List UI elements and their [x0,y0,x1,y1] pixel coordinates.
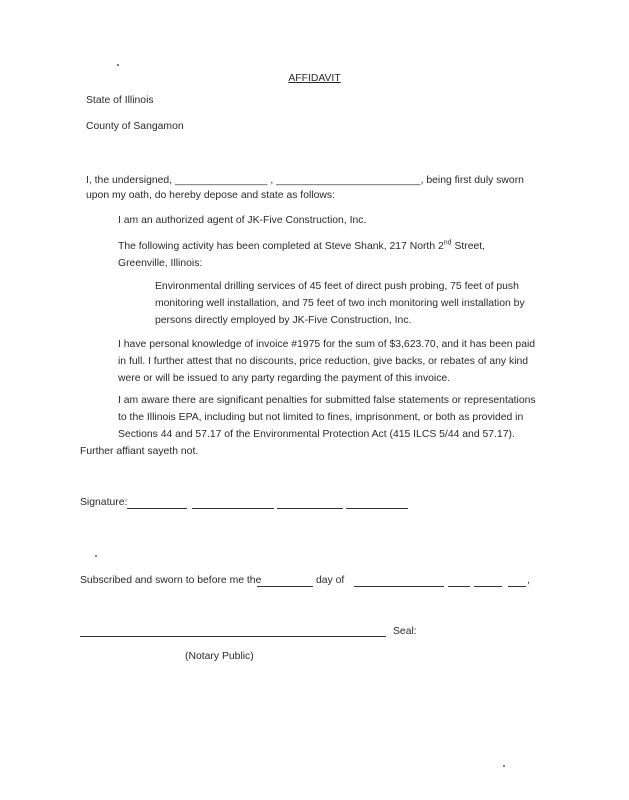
knowledge-statement: I have personal knowledge of invoice #1975 for the sum of $3,623.70, and it has been paid in full. I further attest that no discounts, price reduction, give backs, or rebates of any kind were or will be issued to any party regarding the payment of this invoice. [118,339,536,384]
intro-line-2: upon my oath, do hereby depose and state as follows: [86,190,335,201]
signature-line-1 [127,508,187,509]
penalties-statement: I am aware there are significant penalties for submitted false statements or representations to the Illinois EPA, including but not limited to fines, imprisonment, or both as provided in Sections 44 and 57.17 of the Environmental Protection Act (415 ILCS 5/44 and 57.17). [118,395,536,440]
seal-label: Seal: [393,626,417,637]
activity-text: The following activity has been completed at Steve Shank, 217 North 2 [118,241,444,252]
notary-line [80,636,386,637]
intro-suffix: , being first duly sworn [420,175,524,186]
stray-mark [117,64,119,66]
county-line: County of Sangamon [86,121,184,132]
state-line: State of Illinois [86,95,154,106]
activity-text-end: Street, Greenville, Illinois: [118,241,486,269]
services-statement: Environmental drilling services of 45 feet of direct push probing, 75 feet of push monitoring well installation, and 75 feet of two inch monitoring well installation by persons directly employed by JK-Five Construction, Inc. [155,281,525,326]
year-line-3 [508,586,526,587]
agent-statement: I am an authorized agent of JK-Five Construction, Inc. [118,215,367,226]
signature-line-3 [277,508,343,509]
document-title: AFFIDAVIT [288,73,341,84]
signature-label: Signature: [80,497,128,508]
year-line-1 [448,586,470,587]
activity-sup: nd [443,239,452,247]
subscribed-text: Subscribed and sworn to before me the [80,575,262,586]
month-line [354,586,444,587]
intro-line [86,175,524,186]
day-line [257,586,313,587]
subscribed-comma: , [527,575,530,586]
intro-blanks: ________________ , _________________________ [174,175,421,186]
signature-line-4 [346,508,408,509]
stray-mark [503,765,505,767]
notary-public-label: (Notary Public) [185,651,254,662]
year-line-2 [474,586,502,587]
intro-prefix: I, the undersigned, [86,175,173,186]
further-affiant: Further affiant sayeth not. [80,446,199,457]
day-of-text: day of [316,575,345,586]
activity-statement [118,238,528,272]
stray-mark [95,555,97,557]
signature-line-2 [192,508,274,509]
